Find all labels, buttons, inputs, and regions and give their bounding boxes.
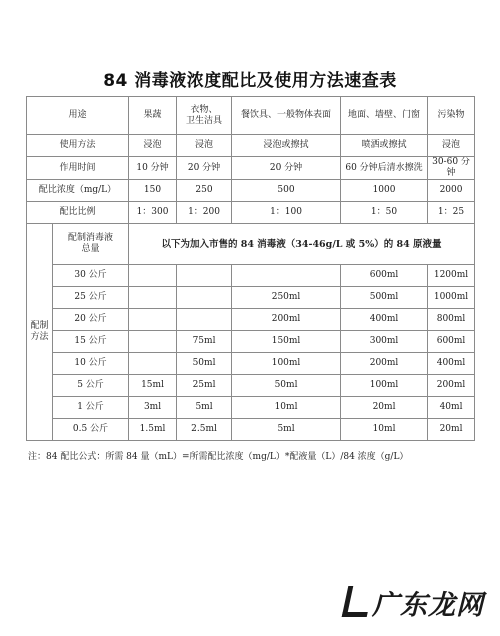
header-col-fruit-veg: 果蔬: [129, 97, 177, 135]
table-cell: 5ml: [177, 397, 232, 419]
prep-total-label: 配制消毒液 总量: [53, 224, 129, 265]
table-cell: [129, 287, 177, 309]
table-cell: 600ml: [341, 265, 428, 287]
ratio-label: 配比比例: [27, 202, 129, 224]
table-cell: 2000: [428, 180, 475, 202]
table-cell: 200ml: [341, 353, 428, 375]
amount-cell: 0.5 公斤: [53, 419, 129, 441]
table-cell: 1200ml: [428, 265, 475, 287]
table-cell: 75ml: [177, 331, 232, 353]
table-cell: 1：50: [341, 202, 428, 224]
table-cell: 20ml: [428, 419, 475, 441]
time-label: 作用时间: [27, 157, 129, 180]
table-cell: 250ml: [232, 287, 341, 309]
header-col-floor-wall-door: 地面、墙壁、门窗: [341, 97, 428, 135]
dilution-table: [26, 96, 475, 441]
table-cell: 5ml: [232, 419, 341, 441]
table-cell: 20 分钟: [232, 157, 341, 180]
table-cell: 150ml: [232, 331, 341, 353]
table-cell: 1：300: [129, 202, 177, 224]
table-cell: 800ml: [428, 309, 475, 331]
table-cell: 500ml: [341, 287, 428, 309]
concentration-row: [27, 180, 475, 202]
table-cell: 10ml: [232, 397, 341, 419]
amount-cell: 1 公斤: [53, 397, 129, 419]
table-cell: 20ml: [341, 397, 428, 419]
table-cell: 浸泡或擦拭: [232, 135, 341, 157]
table-cell: [177, 287, 232, 309]
table-cell: 1：25: [428, 202, 475, 224]
table-cell: 250: [177, 180, 232, 202]
table-cell: 400ml: [341, 309, 428, 331]
table-cell: 500: [232, 180, 341, 202]
amount-cell: 5 公斤: [53, 375, 129, 397]
table-cell: 600ml: [428, 331, 475, 353]
header-col-tableware-surface: 餐饮具、一般物体表面: [232, 97, 341, 135]
table-cell: 400ml: [428, 353, 475, 375]
table-cell: 1000ml: [428, 287, 475, 309]
table-cell: 浸泡: [129, 135, 177, 157]
table-cell: 3ml: [129, 397, 177, 419]
header-col-clothing-sanitary: 衣物、 卫生洁具: [177, 97, 232, 135]
table-cell: 10ml: [341, 419, 428, 441]
table-row: [27, 397, 475, 419]
table-row: [27, 309, 475, 331]
table-cell: 20 分钟: [177, 157, 232, 180]
table-cell: 100ml: [232, 353, 341, 375]
prep-header-text: 以下为加入市售的 84 消毒液（34-46g/L 或 5%）的 84 原液量: [129, 224, 475, 265]
table-cell: 300ml: [341, 331, 428, 353]
header-use-label: 用途: [27, 97, 129, 135]
table-cell: [129, 265, 177, 287]
table-cell: 浸泡: [428, 135, 475, 157]
table-cell: 100ml: [341, 375, 428, 397]
watermark-logo-icon: [342, 586, 374, 617]
formula-note: 注：84 配比公式：所需 84 量（mL）=所需配比浓度（mg/L）*配液量（L）/84 浓度（g/L）: [28, 452, 409, 462]
table-cell: 1：200: [177, 202, 232, 224]
table-row: [27, 331, 475, 353]
concentration-label: 配比浓度（mg/L）: [27, 180, 129, 202]
table-cell: 10 分钟: [129, 157, 177, 180]
table-row: [27, 419, 475, 441]
table-row: [27, 287, 475, 309]
table-cell: 浸泡: [177, 135, 232, 157]
table-cell: 喷洒或擦拭: [341, 135, 428, 157]
method-label: 使用方法: [27, 135, 129, 157]
table-cell: 25ml: [177, 375, 232, 397]
table-cell: 1：100: [232, 202, 341, 224]
prep-header-row: [27, 224, 475, 265]
amount-cell: 25 公斤: [53, 287, 129, 309]
table-cell: 50ml: [232, 375, 341, 397]
header-col-contaminant: 污染物: [428, 97, 475, 135]
table-row: [27, 265, 475, 287]
table-cell: 150: [129, 180, 177, 202]
time-row: [27, 157, 475, 180]
table-cell: [177, 309, 232, 331]
table-row: [27, 353, 475, 375]
amount-cell: 10 公斤: [53, 353, 129, 375]
table-cell: [232, 265, 341, 287]
table-cell: 60 分钟后清水擦洗: [341, 157, 428, 180]
table-cell: 50ml: [177, 353, 232, 375]
table-cell: 2.5ml: [177, 419, 232, 441]
page-title: 84 消毒液浓度配比及使用方法速查表: [103, 71, 397, 91]
table-cell: 200ml: [232, 309, 341, 331]
watermark: [345, 583, 484, 622]
header-row: [27, 97, 475, 135]
table-cell: 200ml: [428, 375, 475, 397]
amount-cell: 20 公斤: [53, 309, 129, 331]
table-cell: [177, 265, 232, 287]
watermark-text: 广东龙网: [372, 590, 484, 621]
table-cell: 1000: [341, 180, 428, 202]
table-cell: [129, 353, 177, 375]
table-cell: [129, 331, 177, 353]
amount-cell: 30 公斤: [53, 265, 129, 287]
method-row: [27, 135, 475, 157]
table-cell: [129, 309, 177, 331]
table-cell: 40ml: [428, 397, 475, 419]
table-row: [27, 375, 475, 397]
table-cell: 1.5ml: [129, 419, 177, 441]
prep-side-label: 配制 方法: [27, 224, 53, 441]
table-cell: 15ml: [129, 375, 177, 397]
amount-cell: 15 公斤: [53, 331, 129, 353]
table-cell: 30-60 分钟: [428, 157, 475, 180]
ratio-row: [27, 202, 475, 224]
